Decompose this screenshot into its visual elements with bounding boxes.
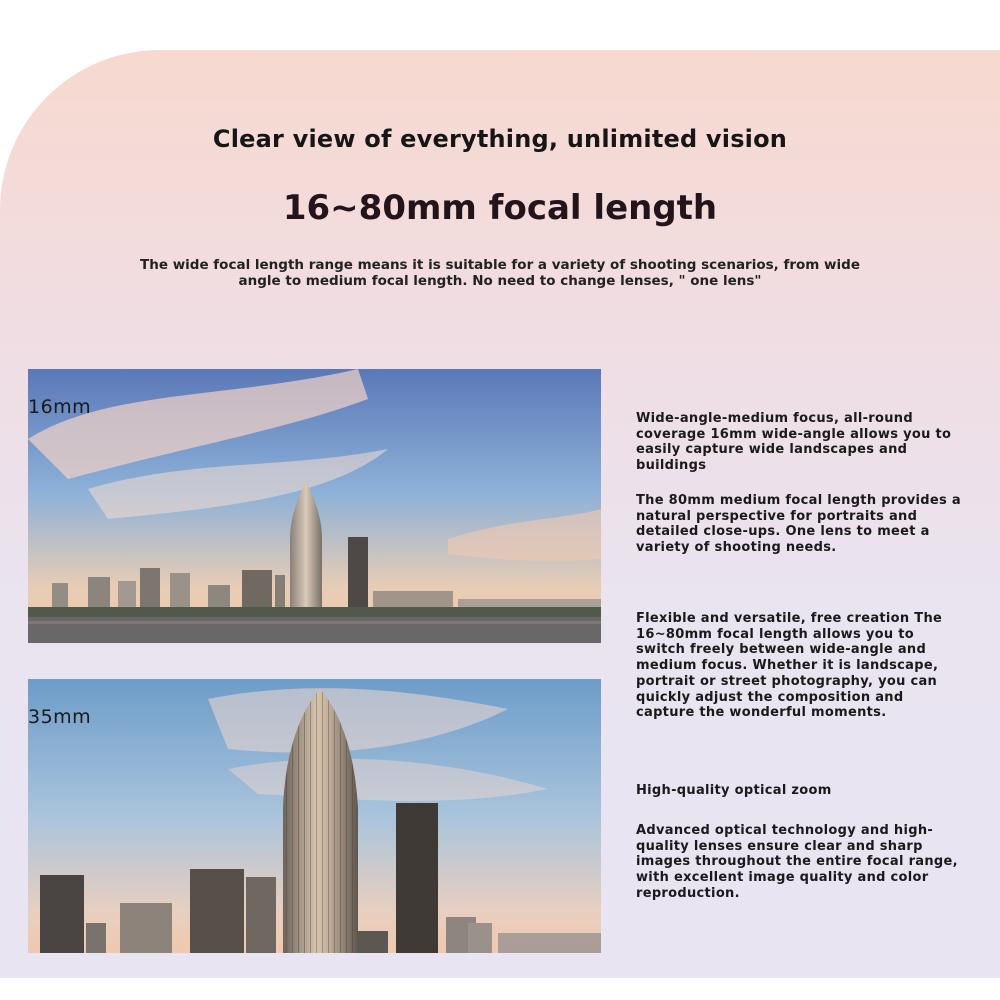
paragraph-optical-technology: Advanced optical technology and high-quality lenses ensure clear and sharp images throughout the entire focal range, with excellent image quality and color reproduction.: [636, 823, 958, 901]
headline: Clear view of everything, unlimited vision: [212, 125, 788, 153]
intro-paragraph: The wide focal length range means it is suitable for a variety of shooting scenarios, from wide angle to medium focal length. No need to change lenses, " one lens": [140, 257, 860, 289]
photo-16mm: [28, 369, 601, 643]
paragraph-flexible: Flexible and versatile, free creation The 16~80mm focal length allows you to switch freely between wide-angle and medium focus. Whether it is landscape, portrait or street photography, you can quickly adjust the composition and capture the wonderful moments.: [636, 611, 943, 721]
paragraph-optical-zoom-heading: High-quality optical zoom: [636, 783, 832, 798]
photo-label-35mm: 35mm: [28, 706, 92, 728]
skyline-medium-image: [28, 679, 601, 953]
paragraph-80mm: The 80mm medium focal length provides a natural perspective for portraits and detailed close-ups. One lens to meet a variety of shooting needs.: [636, 493, 961, 556]
photo-label-16mm: 16mm: [28, 396, 92, 418]
focal-length-title: 16~80mm focal length: [282, 188, 718, 228]
paragraph-wide-angle: Wide-angle-medium focus, all-round coverage 16mm wide-angle allows you to easily capture wide landscapes and buildings: [636, 411, 952, 474]
skyline-wide-image: [28, 369, 601, 643]
photo-35mm: [28, 679, 601, 953]
